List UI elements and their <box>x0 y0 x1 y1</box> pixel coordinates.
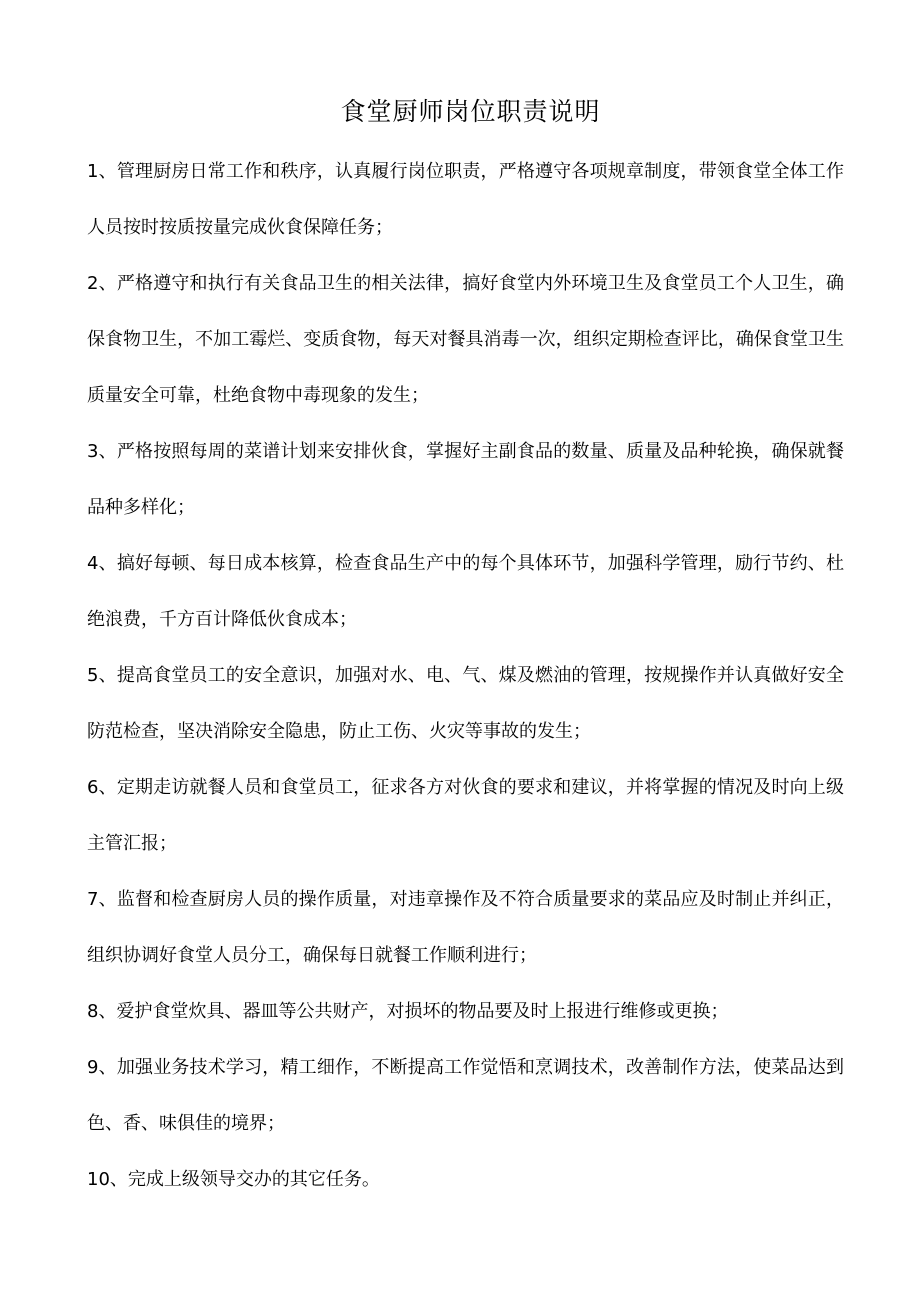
duty-list <box>87 144 844 1208</box>
duty-item-7: 7、监督和检查厨房人员的操作质量，对违章操作及不符合质量要求的菜品应及时制止并纠正，组织协调好食堂人员分工，确保每日就餐工作顺利进行； <box>87 889 844 966</box>
duty-item-2: 2、严格遵守和执行有关食品卫生的相关法律，搞好食堂内外环境卫生及食堂员工个人卫生，确保食物卫生，不加工霉烂、变质食物，每天对餐具消毒一次，组织定期检查评比，确保食堂卫生质量安全可靠，杜绝食物中毒现象的发生； <box>87 273 844 406</box>
duty-item-6: 6、定期走访就餐人员和食堂员工，征求各方对伙食的要求和建议，并将掌握的情况及时向上级主管汇报； <box>87 777 844 854</box>
duty-item-5: 5、提高食堂员工的安全意识，加强对水、电、气、煤及燃油的管理，按规操作并认真做好安全防范检查，坚决消除安全隐患，防止工伤、火灾等事故的发生； <box>87 665 844 742</box>
duty-item-1: 1、管理厨房日常工作和秩序，认真履行岗位职责，严格遵守各项规章制度，带领食堂全体工作人员按时按质按量完成伙食保障任务； <box>87 161 844 238</box>
duty-item-3: 3、严格按照每周的菜谱计划来安排伙食，掌握好主副食品的数量、质量及品种轮换，确保就餐品种多样化； <box>87 441 844 518</box>
document-title: 食堂厨师岗位职责说明 <box>340 97 601 126</box>
duty-item-8: 8、爱护食堂炊具、器皿等公共财产，对损坏的物品要及时上报进行维修或更换； <box>87 1001 729 1022</box>
duty-item-10: 10、完成上级领导交办的其它任务。 <box>87 1169 380 1190</box>
duty-item-4: 4、搞好每顿、每日成本核算，检查食品生产中的每个具体环节，加强科学管理，励行节约、杜绝浪费，千方百计降低伙食成本； <box>87 553 844 630</box>
duty-item-9: 9、加强业务技术学习，精工细作，不断提高工作觉悟和烹调技术，改善制作方法，使菜品达到色、香、味俱佳的境界； <box>87 1057 844 1134</box>
